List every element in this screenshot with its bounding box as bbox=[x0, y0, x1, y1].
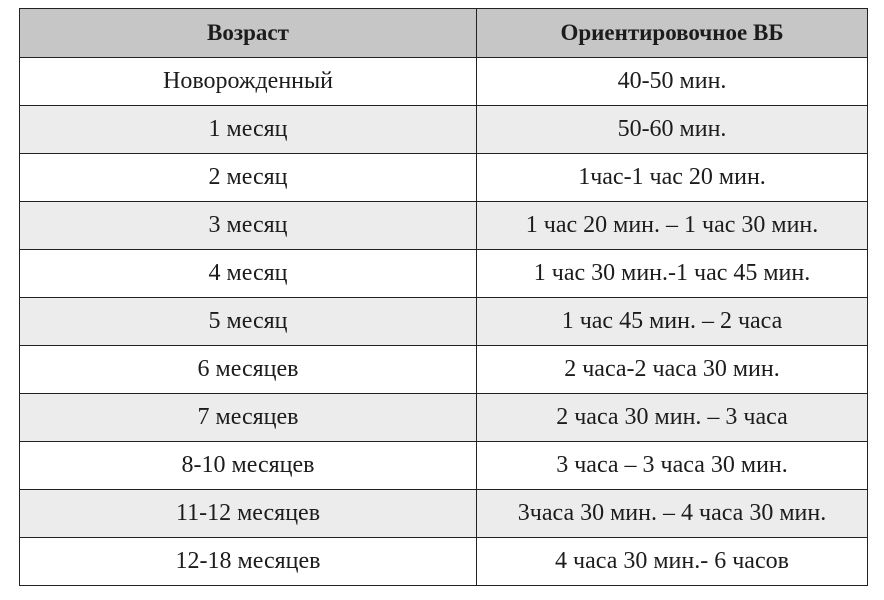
wake-window-cell: 50-60 мин. bbox=[477, 106, 868, 154]
table-row bbox=[20, 106, 868, 154]
wake-window-cell: 3часа 30 мин. – 4 часа 30 мин. bbox=[477, 490, 868, 538]
age-cell: 8-10 месяцев bbox=[20, 442, 477, 490]
header-wake-window: Ориентировочное ВБ bbox=[477, 9, 868, 58]
table-row bbox=[20, 490, 868, 538]
age-cell: 1 месяц bbox=[20, 106, 477, 154]
wake-window-cell: 1час-1 час 20 мин. bbox=[477, 154, 868, 202]
table-header-row bbox=[20, 9, 868, 58]
age-cell: 11-12 месяцев bbox=[20, 490, 477, 538]
age-cell: 2 месяц bbox=[20, 154, 477, 202]
age-cell: 5 месяц bbox=[20, 298, 477, 346]
table-row bbox=[20, 58, 868, 106]
wake-window-cell: 40-50 мин. bbox=[477, 58, 868, 106]
age-cell: 6 месяцев bbox=[20, 346, 477, 394]
age-cell: 12-18 месяцев bbox=[20, 538, 477, 586]
age-cell: 4 месяц bbox=[20, 250, 477, 298]
wake-window-cell: 2 часа 30 мин. – 3 часа bbox=[477, 394, 868, 442]
wake-window-cell: 1 час 20 мин. – 1 час 30 мин. bbox=[477, 202, 868, 250]
table-row bbox=[20, 346, 868, 394]
table-row bbox=[20, 538, 868, 586]
table-row bbox=[20, 202, 868, 250]
wake-window-cell: 2 часа-2 часа 30 мин. bbox=[477, 346, 868, 394]
age-cell: Новорожденный bbox=[20, 58, 477, 106]
wake-window-cell: 1 час 30 мин.-1 час 45 мин. bbox=[477, 250, 868, 298]
wake-window-cell: 3 часа – 3 часа 30 мин. bbox=[477, 442, 868, 490]
table-row bbox=[20, 154, 868, 202]
wake-window-cell: 4 часа 30 мин.- 6 часов bbox=[477, 538, 868, 586]
header-age: Возраст bbox=[20, 9, 477, 58]
table-row bbox=[20, 394, 868, 442]
age-cell: 7 месяцев bbox=[20, 394, 477, 442]
age-cell: 3 месяц bbox=[20, 202, 477, 250]
wake-window-table bbox=[19, 8, 868, 586]
table-row bbox=[20, 250, 868, 298]
table-row bbox=[20, 298, 868, 346]
wake-window-table-container bbox=[19, 8, 867, 586]
wake-window-cell: 1 час 45 мин. – 2 часа bbox=[477, 298, 868, 346]
table-row bbox=[20, 442, 868, 490]
